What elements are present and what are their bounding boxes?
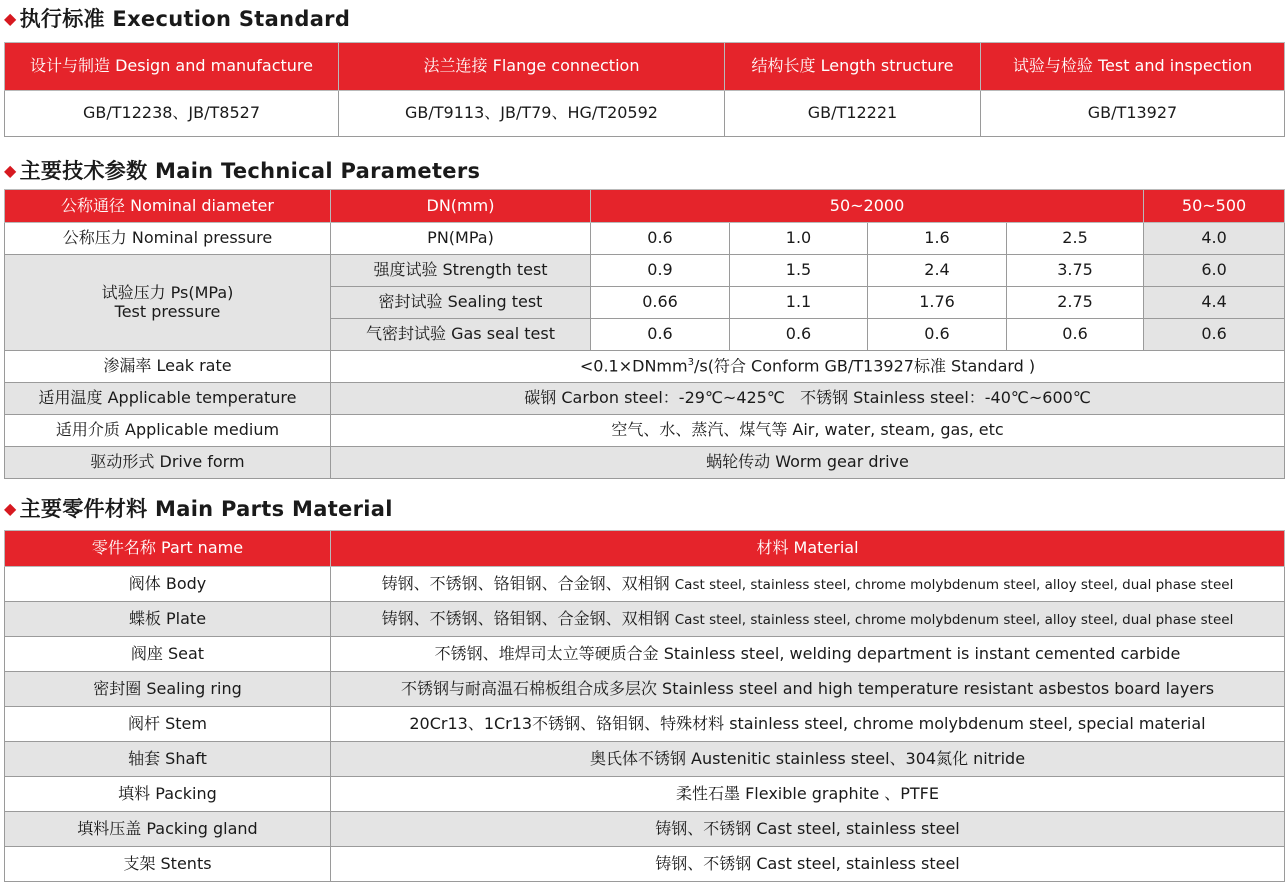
table-row (5, 602, 1285, 637)
nominal-pressure-row (5, 223, 1285, 255)
pn-label: PN(MPa) (331, 223, 591, 255)
medium-value: 空气、水、蒸汽、煤气等 Air, water, steam, gas, etc (331, 415, 1285, 447)
table-row (5, 637, 1285, 672)
table-row (5, 847, 1285, 882)
gas-value: 0.6 (1007, 319, 1144, 351)
strength-value: 6.0 (1144, 255, 1285, 287)
section-title-parts: ◆ 主要零件材料 Main Parts Material (4, 497, 393, 521)
medium-label: 适用介质 Applicable medium (5, 415, 331, 447)
nominal-diameter-row (5, 190, 1285, 223)
table-row (5, 742, 1285, 777)
part-name: 填料 Packing (5, 777, 331, 812)
strength-value: 2.4 (868, 255, 1007, 287)
drive-form-value: 蜗轮传动 Worm gear drive (331, 447, 1285, 479)
execution-standard-table (4, 42, 1285, 137)
gas-value: 0.6 (868, 319, 1007, 351)
test-pressure-label (5, 255, 331, 351)
part-material: 20Cr13、1Cr13不锈钢、铬钼钢、特殊材料 stainless steel, chrome molybdenum steel, special material (331, 707, 1285, 742)
medium-row (5, 415, 1285, 447)
section-title-execution: ◆ 执行标准 Execution Standard (4, 7, 351, 31)
value-design-manufacture: GB/T12238、JB/T8527 (5, 91, 339, 137)
execution-value-row (5, 91, 1285, 137)
part-material: 不锈钢与耐高温石棉板组合成多层次 Stainless steel and high temperature resistant asbestos board layers (331, 672, 1285, 707)
part-material: 奥氏体不锈钢 Austenitic stainless steel、304氮化 nitride (331, 742, 1285, 777)
nominal-pressure-label: 公称压力 Nominal pressure (5, 223, 331, 255)
part-material: 铸钢、不锈钢、铬钼钢、合金钢、双相钢 Cast steel, stainless steel, chrome molybdenum steel, alloy steel, dual phase steel (331, 602, 1285, 637)
strength-test-row (5, 255, 1285, 287)
section-title-technical: ◆ 主要技术参数 Main Technical Parameters (4, 159, 481, 183)
diamond-bullet-icon: ◆ (4, 161, 17, 180)
header-flange-connection: 法兰连接 Flange connection (339, 43, 725, 91)
strength-test-label: 强度试验 Strength test (331, 255, 591, 287)
value-flange-connection: GB/T9113、JB/T79、HG/T20592 (339, 91, 725, 137)
sealing-test-label: 密封试验 Sealing test (331, 287, 591, 319)
strength-value: 1.5 (730, 255, 868, 287)
part-material: 铸钢、不锈钢 Cast steel, stainless steel (331, 847, 1285, 882)
pn-value: 2.5 (1007, 223, 1144, 255)
test-pressure-label-en: Test pressure (114, 301, 221, 321)
technical-parameters-table (4, 189, 1285, 479)
dn-range-2: 50~500 (1144, 190, 1285, 223)
temperature-row (5, 383, 1285, 415)
gas-seal-test-label: 气密封试验 Gas seal test (331, 319, 591, 351)
table-row (5, 777, 1285, 812)
strength-value: 3.75 (1007, 255, 1144, 287)
pn-value: 4.0 (1144, 223, 1285, 255)
part-material: 铸钢、不锈钢、铬钼钢、合金钢、双相钢 Cast steel, stainless steel, chrome molybdenum steel, alloy steel, dual phase steel (331, 567, 1285, 602)
sealing-value: 1.76 (868, 287, 1007, 319)
part-material: 不锈钢、堆焊司太立等硬质合金 Stainless steel, welding department is instant cemented carbide (331, 637, 1285, 672)
value-length-structure: GB/T12221 (725, 91, 981, 137)
temperature-value: 碳钢 Carbon steel：-29℃~425℃ 不锈钢 Stainless steel：-40℃~600℃ (331, 383, 1285, 415)
table-row (5, 812, 1285, 847)
test-pressure-label-cn: 试验压力 Ps(MPa) (101, 283, 234, 303)
part-material: 柔性石墨 Flexible graphite 、PTFE (331, 777, 1285, 812)
execution-header-row (5, 43, 1285, 91)
pn-value: 1.6 (868, 223, 1007, 255)
gas-value: 0.6 (1144, 319, 1285, 351)
nominal-diameter-label: 公称通径 Nominal diameter (5, 190, 331, 223)
header-length-structure: 结构长度 Length structure (725, 43, 981, 91)
diamond-bullet-icon: ◆ (4, 9, 17, 28)
leak-rate-row (5, 351, 1285, 383)
part-name: 密封圈 Sealing ring (5, 672, 331, 707)
drive-form-label: 驱动形式 Drive form (5, 447, 331, 479)
sealing-value: 2.75 (1007, 287, 1144, 319)
part-name: 蝶板 Plate (5, 602, 331, 637)
part-name: 阀体 Body (5, 567, 331, 602)
parts-header-row (5, 531, 1285, 567)
header-design-manufacture: 设计与制造 Design and manufacture (5, 43, 339, 91)
header-material: 材料 Material (331, 531, 1285, 567)
part-name: 填料压盖 Packing gland (5, 812, 331, 847)
pn-value: 0.6 (591, 223, 730, 255)
pn-value: 1.0 (730, 223, 868, 255)
drive-form-row (5, 447, 1285, 479)
part-name: 阀杆 Stem (5, 707, 331, 742)
sealing-value: 1.1 (730, 287, 868, 319)
sealing-value: 0.66 (591, 287, 730, 319)
temperature-label: 适用温度 Applicable temperature (5, 383, 331, 415)
header-test-inspection: 试验与检验 Test and inspection (981, 43, 1285, 91)
part-material: 铸钢、不锈钢 Cast steel, stainless steel (331, 812, 1285, 847)
sealing-value: 4.4 (1144, 287, 1285, 319)
header-part-name: 零件名称 Part name (5, 531, 331, 567)
strength-value: 0.9 (591, 255, 730, 287)
diamond-bullet-icon: ◆ (4, 499, 17, 518)
gas-value: 0.6 (591, 319, 730, 351)
leak-rate-value: <0.1×DNmm$^3$/s(符合 Conform GB/T13927标准 Standard ) (331, 351, 1285, 383)
gas-value: 0.6 (730, 319, 868, 351)
value-test-inspection: GB/T13927 (981, 91, 1285, 137)
part-name: 支架 Stents (5, 847, 331, 882)
table-row (5, 567, 1285, 602)
table-row (5, 672, 1285, 707)
dn-range-1: 50~2000 (591, 190, 1144, 223)
leak-rate-label: 渗漏率 Leak rate (5, 351, 331, 383)
part-name: 轴套 Shaft (5, 742, 331, 777)
parts-material-table (4, 530, 1285, 882)
part-name: 阀座 Seat (5, 637, 331, 672)
dn-label: DN(mm) (331, 190, 591, 223)
table-row (5, 707, 1285, 742)
